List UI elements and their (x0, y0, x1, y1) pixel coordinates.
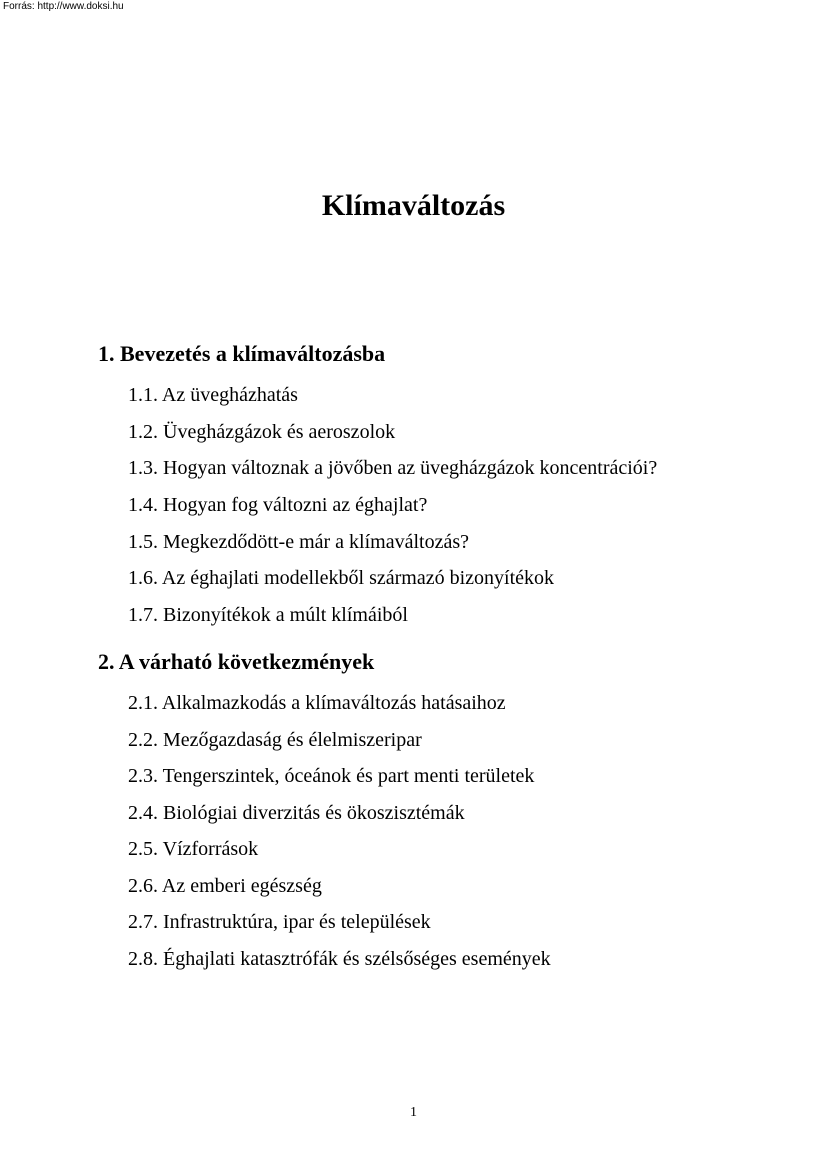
section-2-contents (128, 691, 551, 984)
toc-item-number: 1.4. (128, 493, 158, 516)
toc-item-2-3 (128, 764, 551, 788)
toc-item-number: 1.6. (128, 567, 158, 590)
toc-item-1-2 (128, 420, 657, 444)
toc-item-number: 2.1. (128, 692, 158, 714)
toc-item-number: 2.7. (128, 911, 158, 934)
toc-item-1-6 (128, 566, 657, 590)
toc-item-text: Alkalmazkodás a klímaváltozás hatásaihoz (161, 692, 506, 714)
toc-item-1-3 (128, 456, 657, 480)
section-heading-2: 2. A várható következmények (98, 649, 375, 674)
toc-item-number: 2.3. (128, 765, 158, 788)
toc-item-number: 2.8. (128, 947, 158, 970)
toc-item-number: 2.6. (128, 874, 158, 897)
toc-item-number: 1.5. (128, 530, 158, 553)
toc-item-text: Az üvegházhatás (161, 384, 298, 406)
toc-item-number: 2.2. (128, 728, 158, 751)
section-1-contents (128, 383, 657, 640)
toc-item-number: 1.3. (128, 457, 158, 480)
toc-item-text: Az emberi egészség (161, 874, 322, 897)
toc-item-text: Tengerszintek, óceánok és part menti területek (162, 765, 535, 788)
toc-item-number: 2.4. (128, 801, 158, 824)
toc-item-2-1 (128, 691, 551, 715)
toc-item-number: 1.2. (128, 420, 158, 443)
page-number: 1 (410, 1105, 417, 1120)
toc-item-2-5 (128, 837, 551, 861)
toc-item-text: Biológiai diverzitás és ökoszisztémák (163, 801, 465, 824)
toc-item-number: 1.1. (128, 384, 158, 406)
toc-item-text: Megkezdődött-e már a klímaváltozás? (163, 530, 469, 553)
toc-item-1-4 (128, 493, 657, 517)
toc-item-2-2 (128, 728, 551, 752)
toc-item-text: Vízforrások (162, 838, 259, 861)
toc-item-2-8 (128, 947, 551, 971)
toc-item-text: Bizonyítékok a múlt klímáiból (163, 603, 408, 626)
toc-item-text: Üvegházgázok és aeroszolok (163, 420, 396, 443)
toc-item-number: 2.5. (128, 838, 158, 861)
toc-item-text: Éghajlati katasztrófák és szélsőséges események (163, 947, 551, 970)
toc-item-2-4 (128, 801, 551, 825)
toc-item-1-1 (128, 383, 657, 407)
toc-item-text: Hogyan változnak a jövőben az üvegházgázok koncentrációi? (163, 457, 658, 480)
toc-item-text: Mezőgazdaság és élelmiszeripar (163, 728, 422, 751)
toc-item-text: Hogyan fog változni az éghajlat? (163, 493, 428, 516)
toc-item-text: Infrastruktúra, ipar és települések (163, 911, 431, 934)
toc-item-number: 1.7. (128, 603, 158, 626)
section-heading-1: 1. Bevezetés a klímaváltozásba (98, 341, 386, 366)
document-title: Klímaváltozás (321, 189, 506, 222)
toc-item-1-5 (128, 530, 657, 554)
toc-item-1-7 (128, 603, 657, 627)
toc-item-2-7 (128, 910, 551, 934)
toc-item-2-6 (128, 874, 551, 898)
source-note: Forrás: http://www.doksi.hu (3, 1, 124, 12)
toc-item-text: Az éghajlati modellekből származó bizonyítékok (161, 567, 554, 590)
